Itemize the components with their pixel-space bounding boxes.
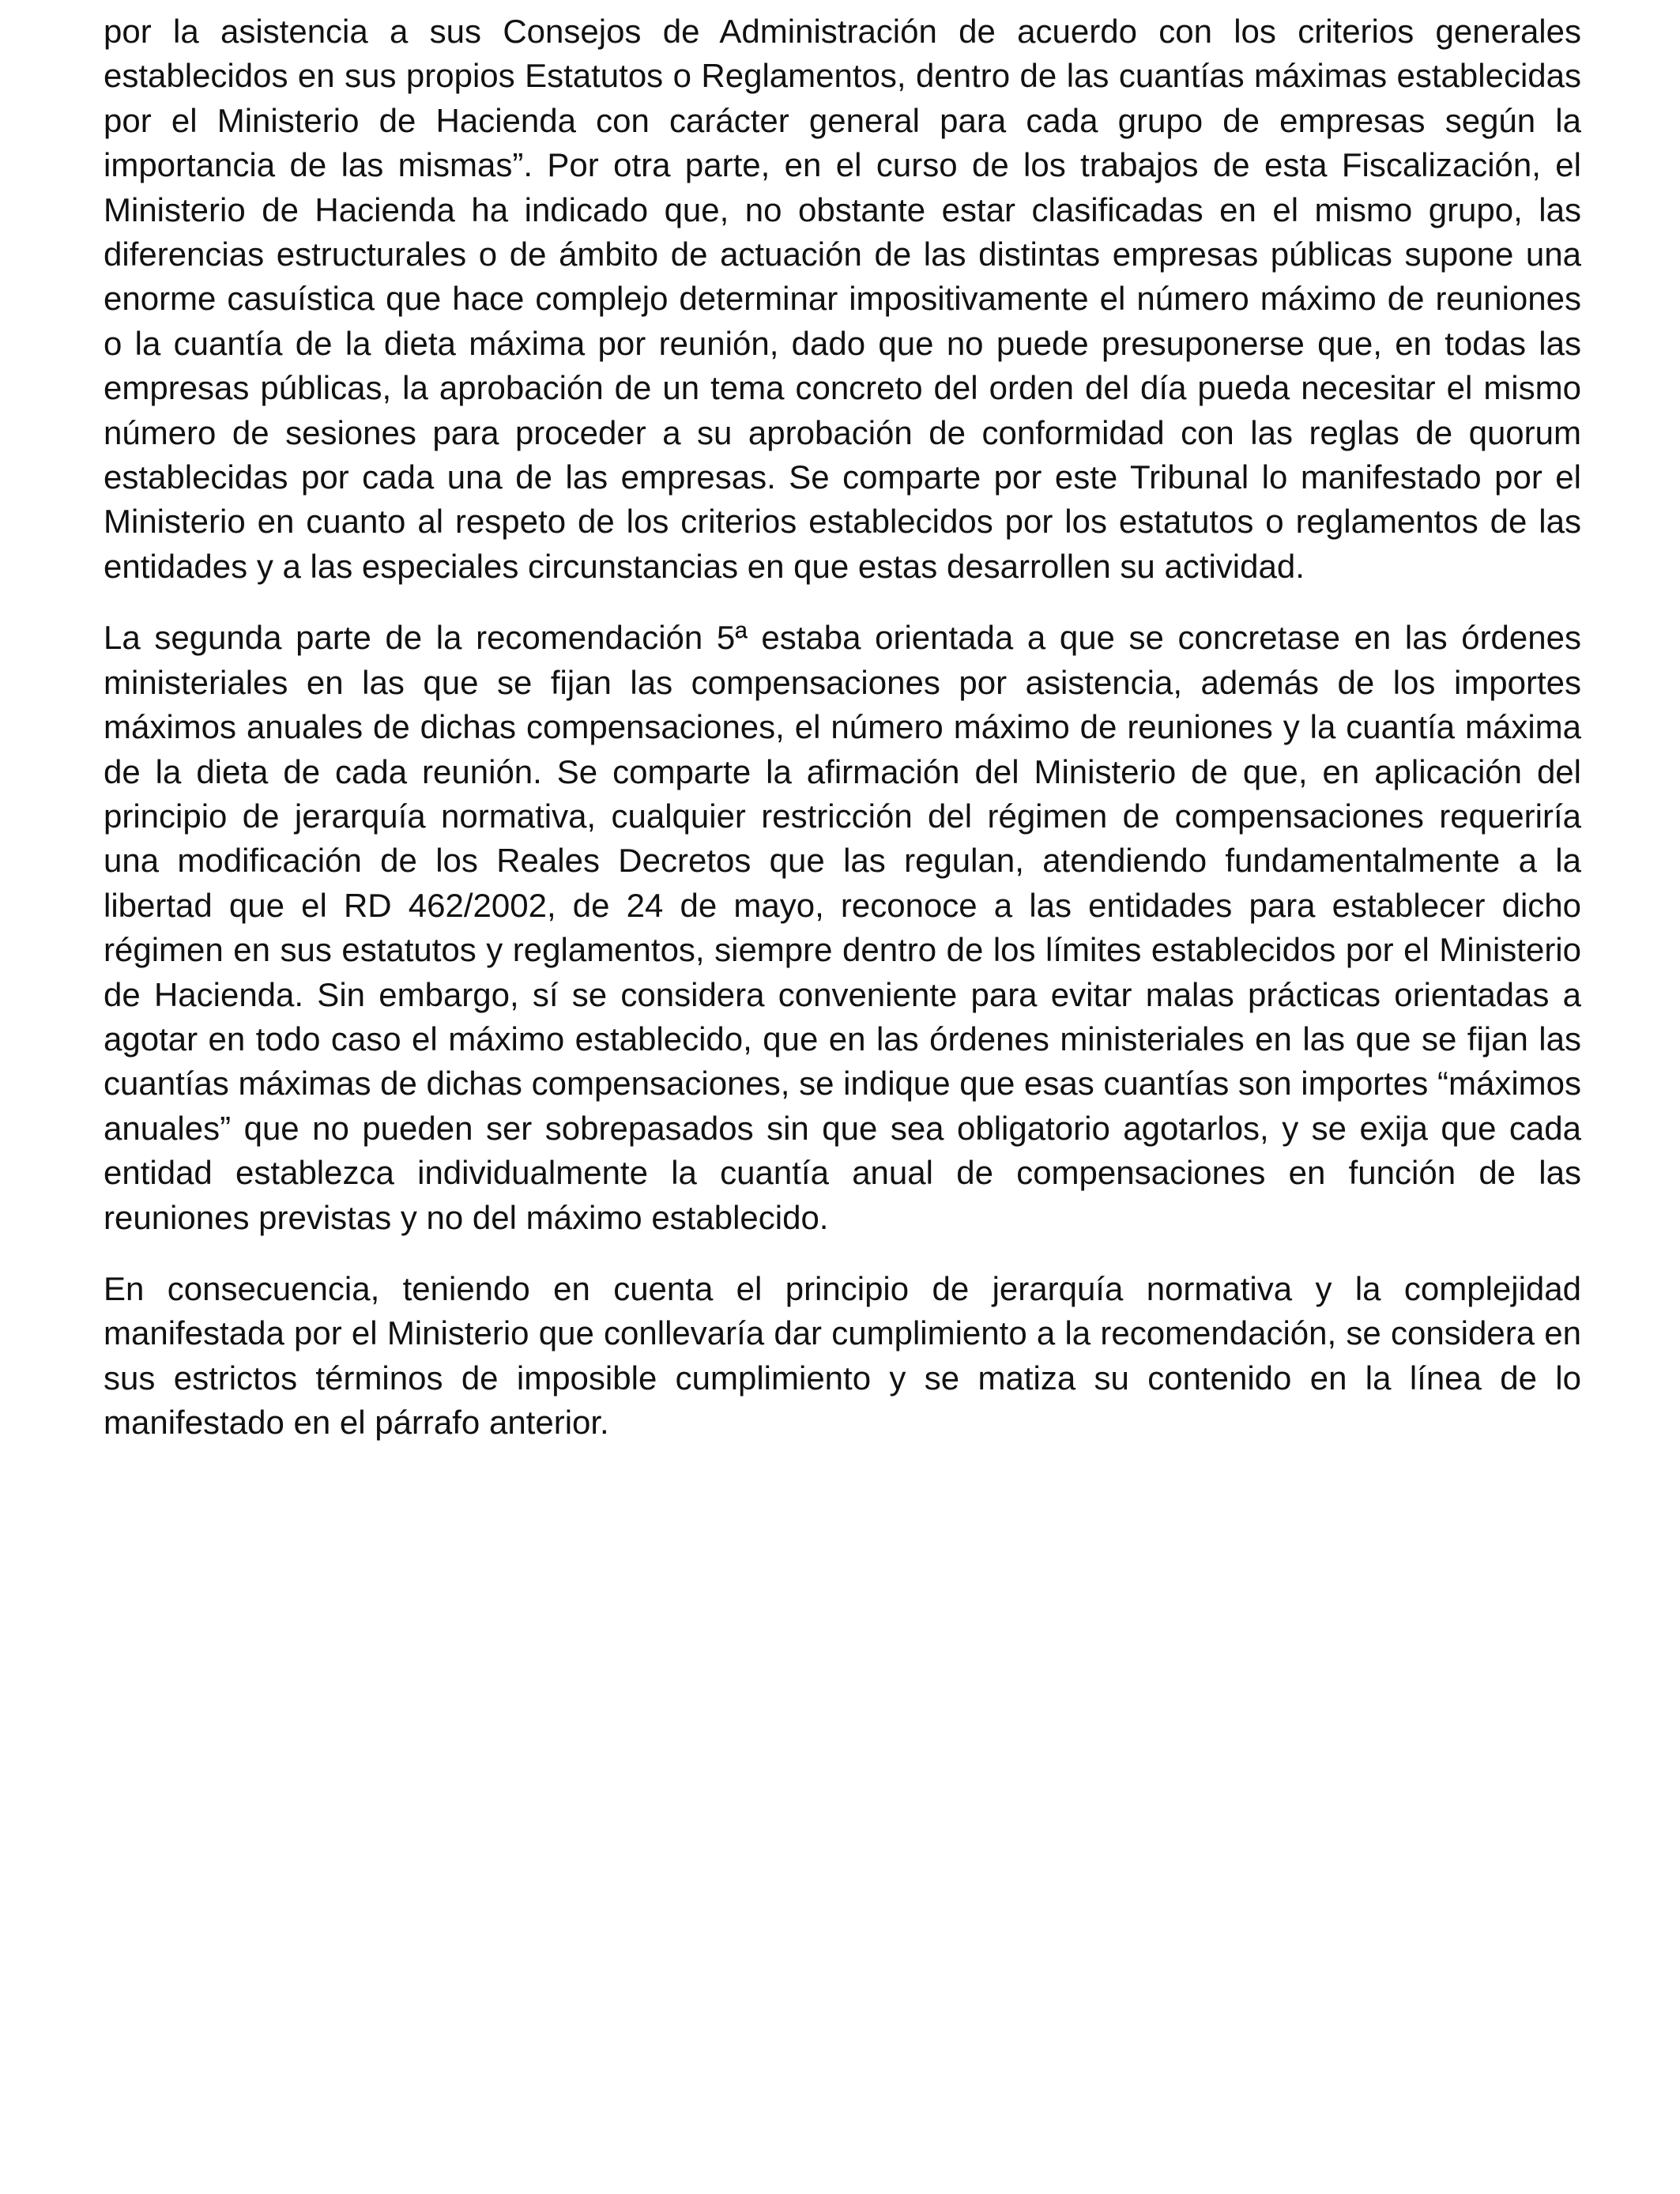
paragraph-2: La segunda parte de la recomendación 5ª estaba orientada a que se concretase en las órdenes ministeriales en las que se fijan las compensaciones por asistencia, además de los importes máximos anuales de dichas compensaciones, el número máximo de reuniones y la cuantía máxima de la dieta de cada reunión. Se comparte la afirmación del Ministerio de que, en aplicación del principio de jerarquía normativa, cualquier restricción del régimen de compensaciones requeriría una modificación de los Reales Decretos que las regulan, atendiendo fundamentalmente a la libertad que el RD 462/2002, de 24 de mayo, reconoce a las entidades para establecer dicho régimen en sus estatutos y reglamentos, siempre dentro de los límites establecidos por el Ministerio de Hacienda. Sin embargo, sí se considera conveniente para evitar malas prácticas orientadas a agotar en todo caso el máximo establecido, que en las órdenes ministeriales en las que se fijan las cuantías máximas de dichas compensaciones, se indique que esas cuantías son importes “máximos anuales” que no pueden ser sobrepasados sin que sea obligatorio agotarlos, y se exija que cada entidad establezca individualmente la cuantía anual de compensaciones en función de las reuniones previstas y no del máximo establecido.: [104, 619, 1581, 1236]
paragraph-1: por la asistencia a sus Consejos de Administración de acuerdo con los criterios generales establecidos en sus propios Estatutos o Reglamentos, dentro de las cuantías máximas establecidas por el Ministerio de Hacienda con carácter general para cada grupo de empresas según la importancia de las mismas”. Por otra parte, en el curso de los trabajos de esta Fiscalización, el Ministerio de Hacienda ha indicado que, no obstante estar clasificadas en el mismo grupo, las diferencias estructurales o de ámbito de actuación de las distintas empresas públicas supone una enorme casuística que hace complejo determinar impositivamente el número máximo de reuniones o la cuantía de la dieta máxima por reunión, dado que no puede presuponerse que, en todas las empresas públicas, la aprobación de un tema concreto del orden del día pueda necesitar el mismo número de sesiones para proceder a su aprobación de conformidad con las reglas de quorum establecidas por cada una de las empresas. Se comparte por este Tribunal lo manifestado por el Ministerio en cuanto al respeto de los criterios establecidos por los estatutos o reglamentos de las entidades y a las especiales circunstancias en que estas desarrollen su actividad.: [104, 13, 1581, 585]
document-body: [104, 9, 1581, 1472]
paragraph-3: En consecuencia, teniendo en cuenta el principio de jerarquía normativa y la complejidad manifestada por el Ministerio que conllevaría dar cumplimiento a la recomendación, se considera en sus estrictos términos de imposible cumplimiento y se matiza su contenido en la línea de lo manifestado en el párrafo anterior.: [104, 1269, 1581, 1442]
